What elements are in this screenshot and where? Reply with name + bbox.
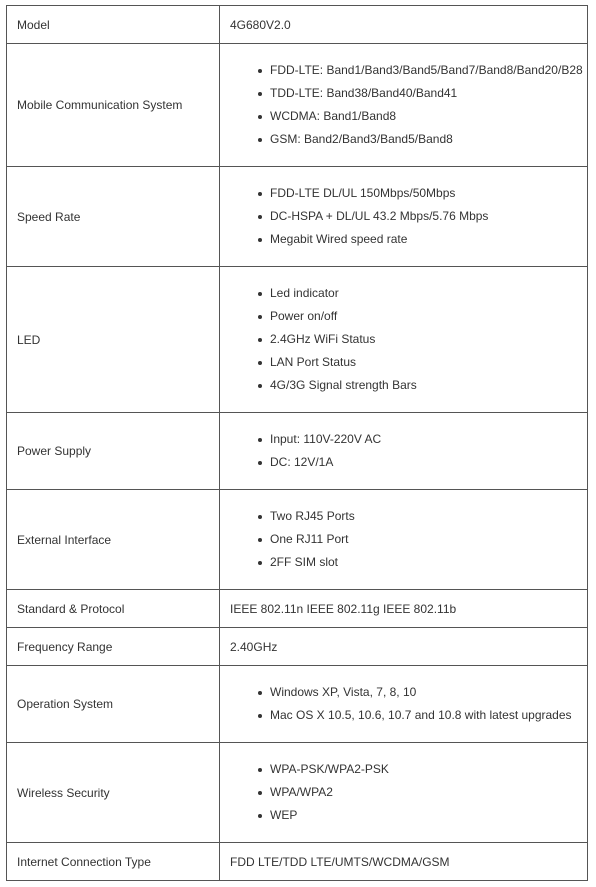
list-item: One RJ11 Port [270,528,587,551]
list-item: TDD-LTE: Band38/Band40/Band41 [270,82,587,105]
spec-label: Speed Rate [7,167,220,267]
spec-value [220,44,588,167]
spec-label: LED [7,267,220,413]
spec-label: Wireless Security [7,743,220,843]
list-item: Mac OS X 10.5, 10.6, 10.7 and 10.8 with latest upgrades [270,704,587,727]
spec-label: Mobile Communication System [7,44,220,167]
spec-label: Frequency Range [7,628,220,666]
spec-value [220,167,588,267]
spec-row-mobile-communication-system [7,44,588,167]
spec-row-model [7,6,588,44]
spec-table [6,5,588,881]
spec-value-list [230,422,587,480]
spec-row-operation-system [7,666,588,743]
spec-value [220,490,588,590]
spec-value [220,743,588,843]
list-item: FDD-LTE DL/UL 150Mbps/50Mbps [270,182,587,205]
list-item: FDD-LTE: Band1/Band3/Band5/Band7/Band8/Band20/B28 [270,59,587,82]
list-item: WEP [270,804,587,827]
list-item: GSM: Band2/Band3/Band5/Band8 [270,128,587,151]
spec-label: External Interface [7,490,220,590]
list-item: WPA-PSK/WPA2-PSK [270,758,587,781]
spec-label: Operation System [7,666,220,743]
list-item: Windows XP, Vista, 7, 8, 10 [270,681,587,704]
spec-label: Internet Connection Type [7,843,220,881]
spec-label: Standard & Protocol [7,590,220,628]
list-item: WPA/WPA2 [270,781,587,804]
spec-row-frequency-range [7,628,588,666]
list-item: LAN Port Status [270,351,587,374]
list-item: 4G/3G Signal strength Bars [270,374,587,397]
spec-value-list [230,499,587,580]
spec-value [220,267,588,413]
list-item: Led indicator [270,282,587,305]
list-item: Megabit Wired speed rate [270,228,587,251]
spec-value: FDD LTE/TDD LTE/UMTS/WCDMA/GSM [220,843,588,881]
spec-row-led [7,267,588,413]
spec-row-power-supply [7,413,588,490]
list-item: Power on/off [270,305,587,328]
list-item: 2.4GHz WiFi Status [270,328,587,351]
spec-value-list [230,752,587,833]
spec-row-internet-connection-type [7,843,588,881]
spec-value: IEEE 802.11n IEEE 802.11g IEEE 802.11b [220,590,588,628]
list-item: WCDMA: Band1/Band8 [270,105,587,128]
spec-value-list [230,675,587,733]
spec-label: Model [7,6,220,44]
spec-value-list [230,176,587,257]
spec-label: Power Supply [7,413,220,490]
list-item: 2FF SIM slot [270,551,587,574]
list-item: DC: 12V/1A [270,451,587,474]
spec-value [220,413,588,490]
spec-row-wireless-security [7,743,588,843]
spec-value-list [230,276,587,403]
spec-row-external-interface [7,490,588,590]
spec-row-standard-protocol [7,590,588,628]
list-item: Two RJ45 Ports [270,505,587,528]
list-item: DC-HSPA + DL/UL 43.2 Mbps/5.76 Mbps [270,205,587,228]
spec-value: 4G680V2.0 [220,6,588,44]
spec-value: 2.40GHz [220,628,588,666]
spec-row-speed-rate [7,167,588,267]
list-item: Input: 110V-220V AC [270,428,587,451]
spec-value [220,666,588,743]
spec-value-list [230,53,587,157]
